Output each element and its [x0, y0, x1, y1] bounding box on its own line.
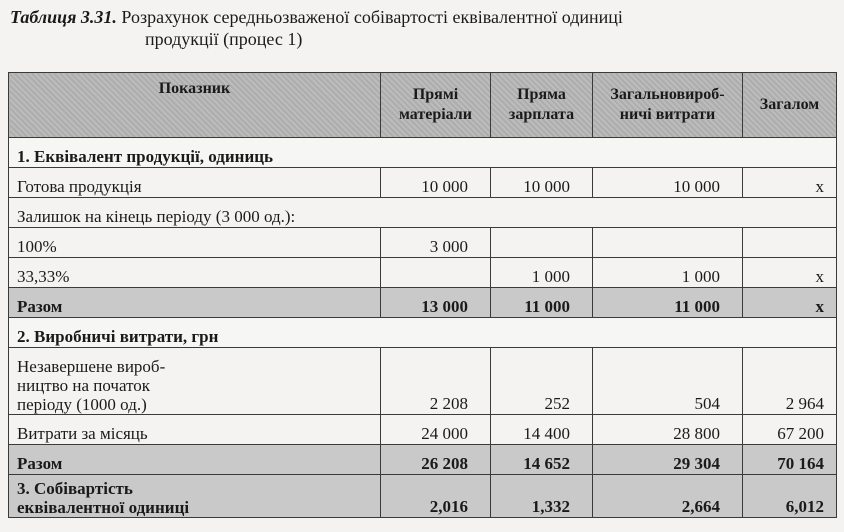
row-label-l2: еквівалентної одиниці	[17, 498, 190, 517]
row-label: Залишок на кінець періоду (3 000 од.):	[9, 198, 837, 228]
cell-materials: 10 000	[381, 168, 491, 198]
row-label: 100%	[9, 228, 381, 258]
cell-materials	[381, 258, 491, 288]
cell-overhead: 10 000	[593, 168, 743, 198]
header-direct-materials	[381, 73, 491, 138]
table-row	[9, 198, 837, 228]
row-label-l2: ництво на початок	[17, 376, 151, 395]
row-label: Витрати за місяць	[9, 415, 381, 445]
row-label-l1: Незавершене вироб-	[17, 357, 166, 376]
table-row	[9, 168, 837, 198]
header-indicator: Показник	[9, 73, 381, 138]
table-title-line1: Розрахунок середньозваженої собівартості еквівалентної одиниці	[121, 7, 623, 27]
cell-overhead: 29 304	[593, 445, 743, 475]
cell-total: 6,012	[743, 475, 837, 518]
header-overhead	[593, 73, 743, 138]
cell-total: х	[743, 168, 837, 198]
table-row	[9, 138, 837, 168]
cell-materials: 13 000	[381, 288, 491, 318]
row-label: Разом	[9, 288, 381, 318]
cell-labor: 252	[491, 348, 593, 415]
row-label	[9, 475, 381, 518]
cell-labor: 1,332	[491, 475, 593, 518]
table-row	[9, 288, 837, 318]
table-title-line2: продукції (процес 1)	[145, 29, 303, 49]
table-row	[9, 445, 837, 475]
cell-total: 70 164	[743, 445, 837, 475]
table-row	[9, 258, 837, 288]
table-row	[9, 228, 837, 258]
section-heading: 2. Виробничі витрати, грн	[9, 318, 837, 348]
cell-materials: 26 208	[381, 445, 491, 475]
cell-labor: 14 400	[491, 415, 593, 445]
cell-labor: 1 000	[491, 258, 593, 288]
cell-total: 67 200	[743, 415, 837, 445]
table-row	[9, 348, 837, 415]
cell-overhead: 504	[593, 348, 743, 415]
cell-labor: 14 652	[491, 445, 593, 475]
cell-materials: 2,016	[381, 475, 491, 518]
row-label-l1: 3. Собівартість	[17, 479, 133, 498]
cell-total: х	[743, 258, 837, 288]
header-overhead-l1: Загальновироб-	[610, 86, 725, 103]
table-caption	[10, 6, 830, 50]
cell-materials: 24 000	[381, 415, 491, 445]
header-direct-labor-l2: зарплата	[508, 106, 575, 123]
row-label: Разом	[9, 445, 381, 475]
section-heading: 1. Еквівалент продукції, одиниць	[9, 138, 837, 168]
table-row	[9, 415, 837, 445]
cell-overhead: 11 000	[593, 288, 743, 318]
cell-total: х	[743, 288, 837, 318]
cell-total: 2 964	[743, 348, 837, 415]
row-label	[9, 348, 381, 415]
row-label-l3: періоду (1000 од.)	[17, 395, 147, 414]
cost-table	[8, 72, 837, 518]
table-row	[9, 475, 837, 518]
header-row	[9, 73, 837, 138]
header-direct-labor-l1: Пряма	[517, 86, 566, 103]
cell-overhead: 2,664	[593, 475, 743, 518]
cell-labor	[491, 228, 593, 258]
row-label: Готова продукція	[9, 168, 381, 198]
table-number: Таблиця 3.31.	[10, 7, 117, 27]
cell-total	[743, 228, 837, 258]
header-direct-materials-l2: матеріали	[398, 106, 472, 123]
cell-overhead: 1 000	[593, 258, 743, 288]
header-direct-labor	[491, 73, 593, 138]
cell-labor: 10 000	[491, 168, 593, 198]
cell-overhead: 28 800	[593, 415, 743, 445]
cell-materials: 2 208	[381, 348, 491, 415]
cell-materials: 3 000	[381, 228, 491, 258]
header-direct-materials-l1: Прямі	[412, 86, 459, 103]
header-overhead-l2: ничі витрати	[619, 106, 716, 123]
row-label: 33,33%	[9, 258, 381, 288]
cell-labor: 11 000	[491, 288, 593, 318]
table-row	[9, 318, 837, 348]
cell-overhead	[593, 228, 743, 258]
header-total: Загалом	[743, 73, 837, 138]
